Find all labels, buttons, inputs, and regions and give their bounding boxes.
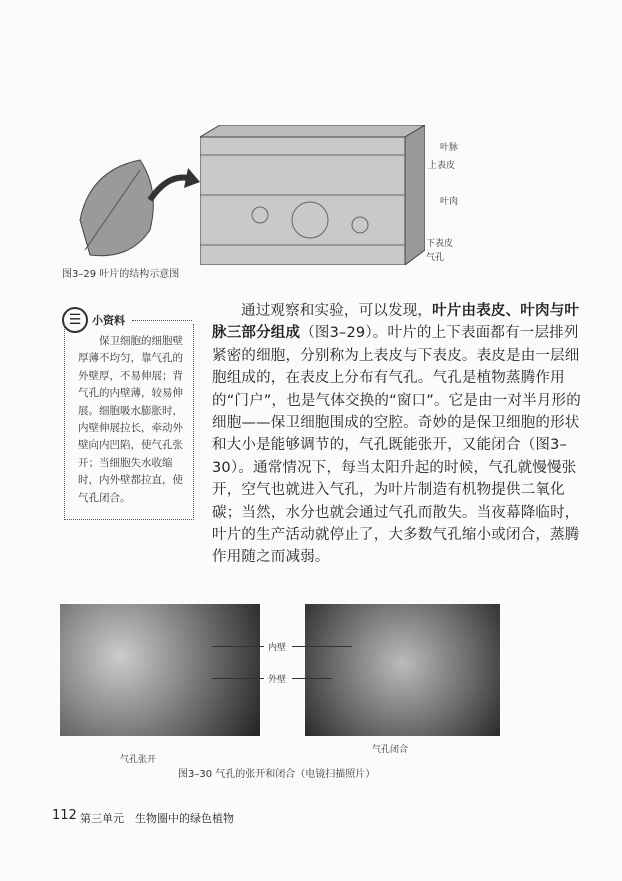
- sidebar-body: 保卫细胞的细胞壁厚薄不均匀，靠气孔的外壁厚，不易伸展；背气孔的内壁薄，较易伸展。细胞吸水膨胀时，内壁伸展拉长，牵动外壁向内凹陷，使气孔张开；当细胞失水收缩时，内外壁都拉直，使气孔闭合。: [78, 335, 183, 504]
- label-outer-wall: 外壁: [268, 675, 287, 685]
- leaf-illustration: [70, 150, 200, 270]
- caption-stoma-open: 气孔张开: [120, 755, 157, 765]
- leaf-structure-diagram: [200, 125, 425, 265]
- page-number: 112: [52, 808, 77, 823]
- photo-stoma-closed: [305, 604, 500, 736]
- unit-title: 第三单元 生物圈中的绿色植物: [80, 812, 234, 825]
- main-paragraph: 通过观察和实验，可以发现，叶片由表皮、叶肉与叶脉三部分组成（图3–29）。叶片的上下表面都有一层排列紧密的细胞，分别称为上表皮与下表皮。表皮是由一层细胞组成的，在表皮上分布有气孔。气孔是植物蒸腾作用的“门户”，也是气体交换的“窗口”。它是由一对半月形的细胞——保卫细胞围成的空腔。奇妙的是保卫细胞的形状和大小是能够调节的，气孔既能张开，又能闭合（图3–30）。通常情况下，每当太阳升起的时候，气孔就慢慢张开，空气也就进入气孔，为叶片制造有机物提供二氧化碳；当然，水分也就会通过气孔而散失。当夜幕降临时，叶片的生产活动就停止了，大多数气孔缩小或闭合，蒸腾作用随之而减弱。: [212, 303, 581, 566]
- label-mesophyll: 叶肉: [440, 197, 459, 207]
- label-stoma: 气孔: [426, 253, 445, 263]
- label-inner-wall: 内壁: [268, 643, 287, 653]
- figure-3-29-caption: 图3–29 叶片的结构示意图: [62, 269, 180, 280]
- label-lower-epidermis: 下表皮: [426, 239, 454, 249]
- photo-stoma-open: [60, 604, 260, 736]
- label-vein: 叶脉: [440, 143, 459, 153]
- label-upper-epidermis: 上表皮: [428, 161, 456, 171]
- sidebar-title: 小资料: [92, 314, 125, 327]
- caption-stoma-closed: 气孔闭合: [372, 745, 409, 755]
- notebook-icon: ☰: [62, 307, 88, 333]
- figure-3-30-caption: 图3–30 气孔的张开和闭合（电镜扫描照片）: [178, 769, 376, 780]
